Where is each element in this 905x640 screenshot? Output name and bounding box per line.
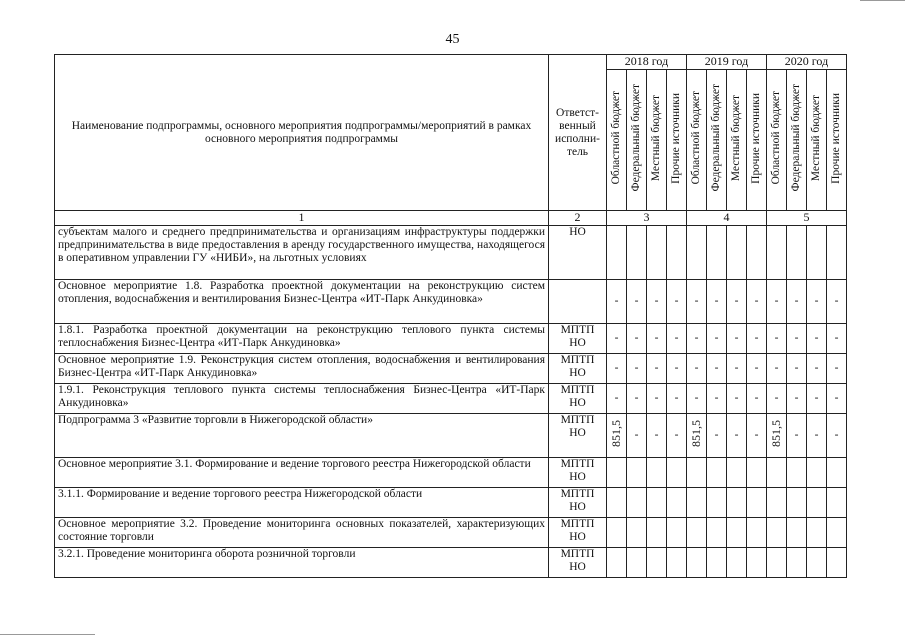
header-source: Местный бюджет — [647, 70, 667, 211]
header-name: Наименование подпрограммы, основного мероприятия подпрограммы/мероприятий в рамках основного мероприятия подпрограммы — [55, 55, 549, 211]
empty-cell — [787, 226, 807, 280]
empty-cell — [647, 518, 667, 548]
empty-cell — [787, 458, 807, 488]
dash-cell: - — [667, 384, 687, 414]
empty-cell — [607, 226, 627, 280]
dash-cell: - — [767, 354, 787, 384]
header-source: Областной бюджет — [687, 70, 707, 211]
row-responsible: МПТП НО — [549, 324, 607, 354]
amount-cell — [687, 414, 707, 458]
dash-cell: - — [707, 324, 727, 354]
empty-cell — [687, 488, 707, 518]
dash-cell: - — [827, 324, 847, 354]
table-row — [55, 458, 847, 488]
dash-cell: - — [647, 354, 667, 384]
amount-value: 851,5 — [689, 420, 703, 447]
row-responsible: МПТП НО — [549, 518, 607, 548]
empty-cell — [667, 488, 687, 518]
empty-cell — [747, 488, 767, 518]
header-source: Прочие источники — [827, 70, 847, 211]
header-year-row — [55, 55, 847, 70]
dash-cell: - — [607, 280, 627, 324]
dash-cell: - — [687, 324, 707, 354]
row-name: 1.9.1. Реконструкция теплового пункта системы теплоснабжения Бизнес-Центра «ИТ-Парк Анкудиновка» — [55, 384, 549, 414]
header-year-2020: 2020 год — [767, 55, 847, 70]
header-source: Федеральный бюджет — [707, 70, 727, 211]
empty-cell — [607, 458, 627, 488]
empty-cell — [707, 458, 727, 488]
empty-cell — [667, 518, 687, 548]
dash-cell: - — [727, 280, 747, 324]
empty-cell — [667, 458, 687, 488]
empty-cell — [727, 226, 747, 280]
empty-cell — [727, 458, 747, 488]
dash-cell: - — [627, 414, 647, 458]
empty-cell — [707, 488, 727, 518]
dash-cell: - — [807, 384, 827, 414]
amount-cell — [607, 414, 627, 458]
empty-cell — [787, 548, 807, 578]
dash-cell: - — [627, 354, 647, 384]
dash-cell: - — [787, 384, 807, 414]
empty-cell — [827, 548, 847, 578]
dash-cell: - — [767, 280, 787, 324]
dash-cell: - — [787, 324, 807, 354]
empty-cell — [747, 226, 767, 280]
dash-cell: - — [667, 280, 687, 324]
empty-cell — [627, 518, 647, 548]
amount-value: 851,5 — [769, 420, 783, 447]
column-number: 3 — [607, 211, 687, 226]
row-name: Основное мероприятие 3.1. Формирование и ведение торгового реестра Нижегородской области — [55, 458, 549, 488]
dash-cell: - — [787, 280, 807, 324]
empty-cell — [607, 518, 627, 548]
dash-cell: - — [667, 414, 687, 458]
dash-cell: - — [707, 280, 727, 324]
dash-cell: - — [687, 280, 707, 324]
dash-cell: - — [747, 384, 767, 414]
dash-cell: - — [807, 414, 827, 458]
row-responsible: МПТП НО — [549, 354, 607, 384]
empty-cell — [807, 518, 827, 548]
dash-cell: - — [827, 414, 847, 458]
dash-cell: - — [827, 384, 847, 414]
dash-cell: - — [787, 354, 807, 384]
header-year-2019: 2019 год — [687, 55, 767, 70]
header-year-2018: 2018 год — [607, 55, 687, 70]
table-row — [55, 280, 847, 324]
row-name: Подпрограмма 3 «Развитие торговли в Нижегородской области» — [55, 414, 549, 458]
amount-value: 851,5 — [609, 420, 623, 447]
row-responsible: МПТП НО — [549, 488, 607, 518]
table-row — [55, 414, 847, 458]
table-row — [55, 226, 847, 280]
empty-cell — [727, 488, 747, 518]
column-number: 5 — [767, 211, 847, 226]
dash-cell: - — [647, 280, 667, 324]
scan-artifact — [860, 0, 905, 1]
dash-cell: - — [627, 384, 647, 414]
column-number: 4 — [687, 211, 767, 226]
empty-cell — [687, 226, 707, 280]
empty-cell — [827, 226, 847, 280]
empty-cell — [727, 548, 747, 578]
header-source: Местный бюджет — [807, 70, 827, 211]
row-name: 3.1.1. Формирование и ведение торгового реестра Нижегородской области — [55, 488, 549, 518]
empty-cell — [647, 548, 667, 578]
row-responsible: НО — [549, 226, 607, 280]
dash-cell: - — [747, 324, 767, 354]
empty-cell — [767, 488, 787, 518]
empty-cell — [687, 548, 707, 578]
header-source: Федеральный бюджет — [787, 70, 807, 211]
dash-cell: - — [627, 280, 647, 324]
empty-cell — [747, 518, 767, 548]
header-source: Федеральный бюджет — [627, 70, 647, 211]
empty-cell — [707, 226, 727, 280]
column-number: 2 — [549, 211, 607, 226]
empty-cell — [627, 488, 647, 518]
budget-table — [54, 54, 847, 578]
row-responsible: МПТП НО — [549, 548, 607, 578]
empty-cell — [647, 458, 667, 488]
dash-cell: - — [707, 384, 727, 414]
row-name: 3.2.1. Проведение мониторинга оборота розничной торговли — [55, 548, 549, 578]
dash-cell: - — [647, 324, 667, 354]
empty-cell — [727, 518, 747, 548]
header-source: Областной бюджет — [607, 70, 627, 211]
column-number-row — [55, 211, 847, 226]
dash-cell: - — [727, 384, 747, 414]
empty-cell — [827, 518, 847, 548]
amount-cell — [767, 414, 787, 458]
dash-cell: - — [727, 354, 747, 384]
empty-cell — [707, 548, 727, 578]
empty-cell — [667, 548, 687, 578]
empty-cell — [747, 458, 767, 488]
dash-cell: - — [747, 414, 767, 458]
table-row — [55, 354, 847, 384]
empty-cell — [627, 226, 647, 280]
dash-cell: - — [807, 324, 827, 354]
row-name: Основное мероприятие 3.2. Проведение мониторинга основных показателей, характеризующих состояние торговли — [55, 518, 549, 548]
empty-cell — [767, 458, 787, 488]
row-name: 1.8.1. Разработка проектной документации на реконструкцию теплового пункта системы теплоснабжения Бизнес-Центра «ИТ-Парк Анкудиновка» — [55, 324, 549, 354]
dash-cell: - — [687, 354, 707, 384]
empty-cell — [787, 488, 807, 518]
table-row — [55, 548, 847, 578]
empty-cell — [807, 458, 827, 488]
table-row — [55, 518, 847, 548]
dash-cell: - — [767, 384, 787, 414]
dash-cell: - — [647, 414, 667, 458]
dash-cell: - — [807, 354, 827, 384]
dash-cell: - — [607, 354, 627, 384]
empty-cell — [747, 548, 767, 578]
row-responsible: МПТП НО — [549, 414, 607, 458]
empty-cell — [667, 226, 687, 280]
row-name: Основное мероприятие 1.9. Реконструкция систем отопления, водоснабжения и вентилирования Бизнес-Центра «ИТ-Парк Анкудиновка» — [55, 354, 549, 384]
row-name: субъектам малого и среднего предпринимательства и организациям инфраструктуры поддержки предпринимательства в виде предоставления в аренду государственного имущества, находящегося в оперативном управлении ГУ «НИБИ», на льготных условиях — [55, 226, 549, 280]
header-source: Областной бюджет — [767, 70, 787, 211]
dash-cell: - — [807, 280, 827, 324]
row-responsible: МПТП НО — [549, 458, 607, 488]
empty-cell — [807, 488, 827, 518]
header-source: Прочие источники — [667, 70, 687, 211]
empty-cell — [647, 226, 667, 280]
dash-cell: - — [727, 414, 747, 458]
table-row — [55, 324, 847, 354]
empty-cell — [827, 458, 847, 488]
empty-cell — [647, 488, 667, 518]
table-row — [55, 384, 847, 414]
dash-cell: - — [707, 414, 727, 458]
dash-cell: - — [607, 384, 627, 414]
dash-cell: - — [627, 324, 647, 354]
dash-cell: - — [747, 280, 767, 324]
empty-cell — [767, 548, 787, 578]
empty-cell — [807, 226, 827, 280]
empty-cell — [707, 518, 727, 548]
empty-cell — [607, 488, 627, 518]
scan-artifact — [0, 634, 95, 635]
empty-cell — [767, 518, 787, 548]
dash-cell: - — [667, 324, 687, 354]
dash-cell: - — [747, 354, 767, 384]
row-name: Основное мероприятие 1.8. Разработка проектной документации на реконструкцию систем отопления, водоснабжения и вентилирования Бизнес-Центра «ИТ-Парк Анкудиновка» — [55, 280, 549, 324]
empty-cell — [827, 488, 847, 518]
dash-cell: - — [687, 384, 707, 414]
dash-cell: - — [607, 324, 627, 354]
row-responsible — [549, 280, 607, 324]
empty-cell — [787, 518, 807, 548]
dash-cell: - — [827, 354, 847, 384]
page-number: 45 — [445, 32, 460, 47]
empty-cell — [627, 458, 647, 488]
empty-cell — [607, 548, 627, 578]
empty-cell — [627, 548, 647, 578]
empty-cell — [687, 518, 707, 548]
dash-cell: - — [787, 414, 807, 458]
header-responsible: Ответст-венный исполни-тель — [549, 55, 607, 211]
dash-cell: - — [647, 384, 667, 414]
dash-cell: - — [727, 324, 747, 354]
empty-cell — [687, 458, 707, 488]
dash-cell: - — [767, 324, 787, 354]
empty-cell — [807, 548, 827, 578]
dash-cell: - — [707, 354, 727, 384]
header-source: Прочие источники — [747, 70, 767, 211]
column-number: 1 — [55, 211, 549, 226]
dash-cell: - — [827, 280, 847, 324]
table-row — [55, 488, 847, 518]
empty-cell — [767, 226, 787, 280]
dash-cell: - — [667, 354, 687, 384]
header-source: Местный бюджет — [727, 70, 747, 211]
row-responsible: МПТП НО — [549, 384, 607, 414]
